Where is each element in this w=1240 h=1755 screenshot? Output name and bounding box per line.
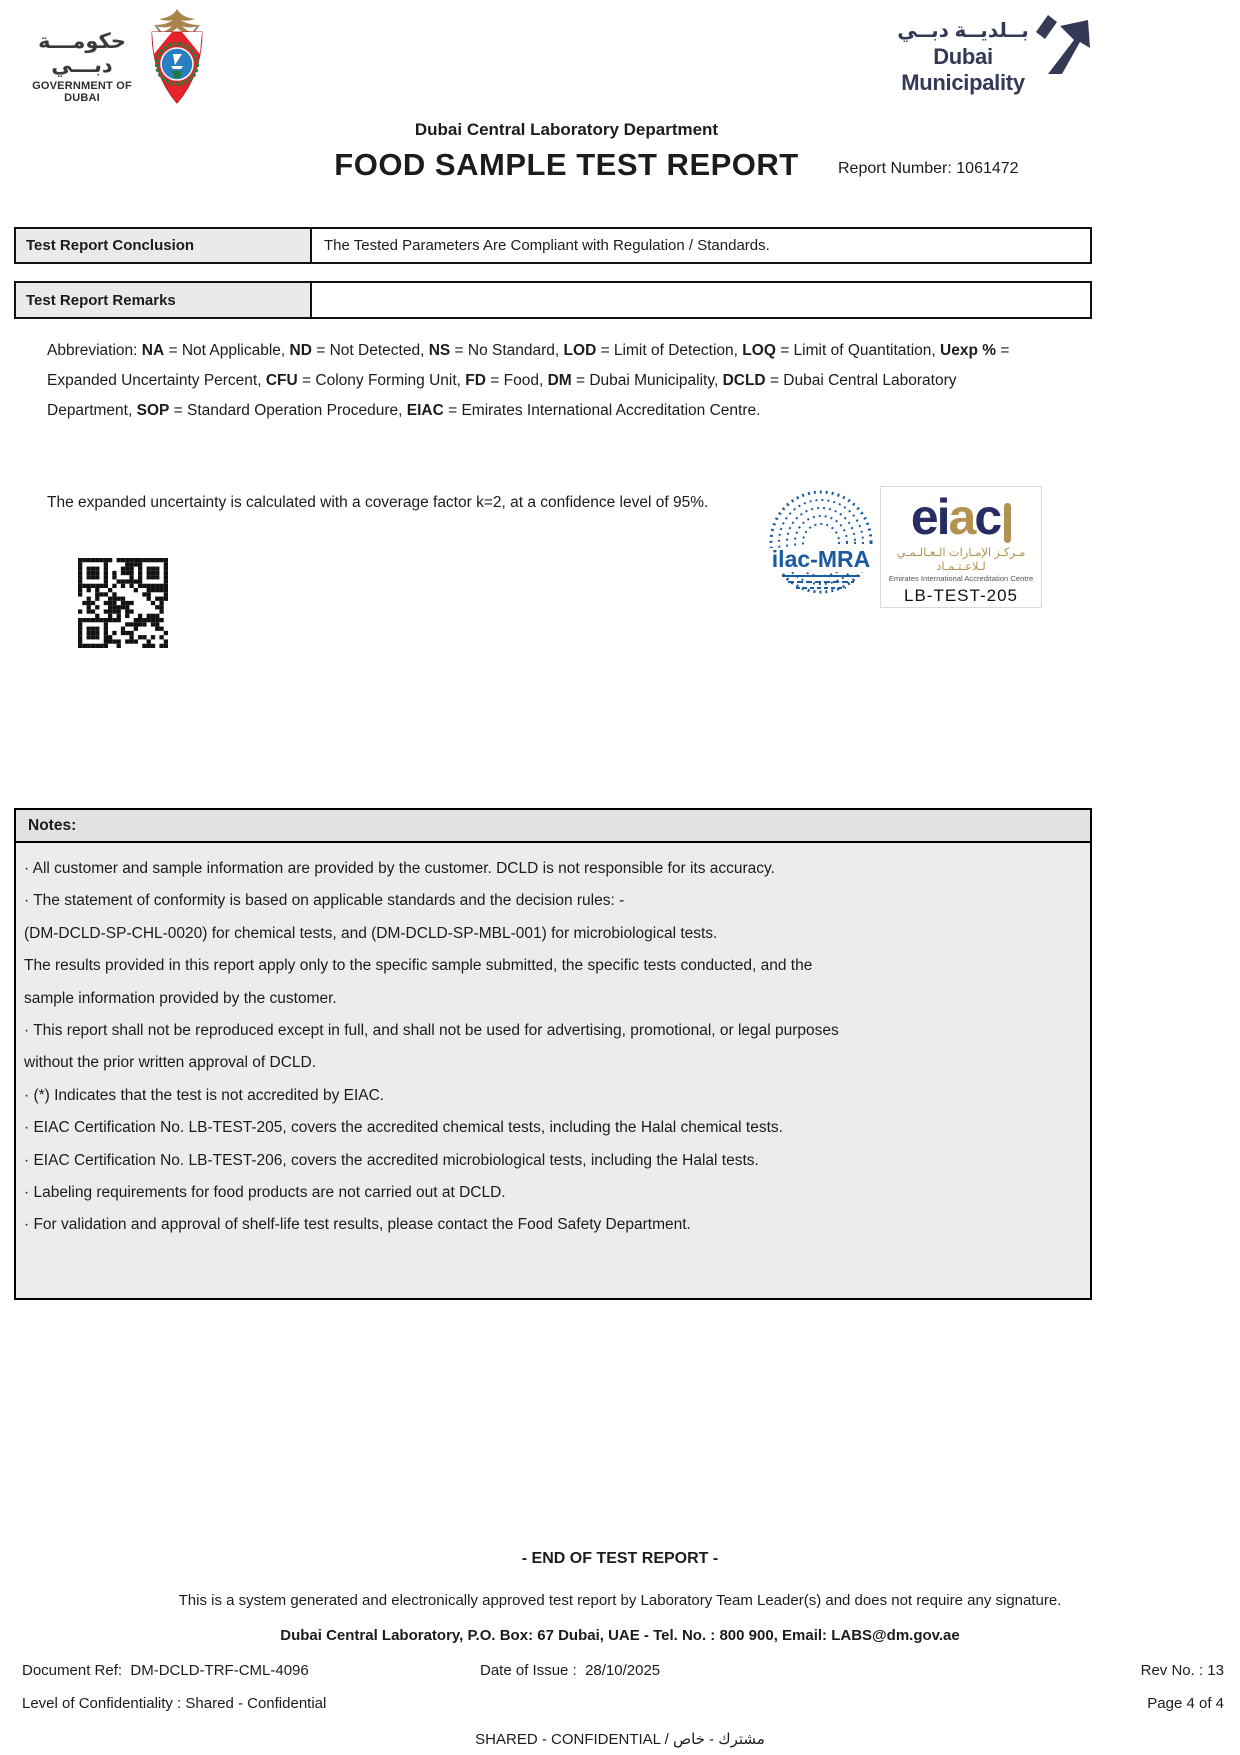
laboratory-contact-line: Dubai Central Laboratory, P.O. Box: 67 Dubai, UAE - Tel. No. : 800 900, Email: LABS@dm.gov.ae (280, 1627, 960, 1644)
eiac-letter: a (948, 489, 975, 545)
end-of-report-line: - END OF TEST REPORT - (521, 1550, 719, 1567)
eiac-english-name: Emirates International Accreditation Centre (888, 574, 1034, 583)
ilac-mra-label: ilac-MRA (771, 546, 871, 572)
classification-line: SHARED - CONFIDENTIAL / مشترك - خاص (475, 1731, 765, 1748)
note-line: · Labeling requirements for food products are not carried out at DCLD. (24, 1184, 506, 1202)
eiac-wordmark (911, 491, 1011, 543)
eiac-certificate-number: LB-TEST-205 (904, 586, 1018, 605)
ilac-mra-mark-icon (768, 482, 874, 608)
date-of-issue-label: Date of Issue : (480, 1662, 577, 1679)
document-ref-label: Document Ref: (22, 1662, 123, 1679)
document-ref-value: DM-DCLD-TRF-CML-4096 (130, 1662, 309, 1679)
system-generated-note: This is a system generated and electronically approved test report by Laboratory Team Leader(s) and does not require any signature. (178, 1592, 1062, 1609)
municipality-logo-english: Dubai Municipality (901, 44, 1025, 95)
note-line: · EIAC Certification No. LB-TEST-205, covers the accredited chemical tests, including the Halal chemical tests. (24, 1119, 783, 1137)
note-line: The results provided in this report apply only to the specific sample submitted, the specific tests conducted, and the (24, 957, 813, 975)
note-line: without the prior written approval of DCLD. (24, 1054, 317, 1072)
note-line: sample information provided by the customer. (24, 989, 337, 1007)
department-title: Dubai Central Laboratory Department (414, 120, 719, 139)
confidentiality-level: Level of Confidentiality : Shared - Confidential (22, 1695, 327, 1712)
eiac-letter: i (936, 489, 949, 545)
note-line: · (*) Indicates that the test is not accredited by EIAC. (24, 1086, 385, 1104)
conclusion-table (14, 227, 1092, 264)
note-line: · This report shall not be reproduced except in full, and shall not be used for advertising, promotional, or legal purposes (24, 1022, 839, 1040)
eiac-arabic-name: مـركـز الإمـارات الـعـالـمـي لـلاعـتـمـاد (896, 547, 1026, 573)
notes-header: Notes: (16, 810, 1090, 843)
page-title: FOOD SAMPLE TEST REPORT (334, 147, 799, 182)
remarks-table (14, 281, 1092, 319)
municipality-arrow-icon (1034, 12, 1092, 79)
page-number: Page 4 of 4 (1147, 1695, 1224, 1712)
document-ref (22, 1662, 309, 1679)
note-line: · All customer and sample information are provided by the customer. DCLD is not responsible for its accuracy. (24, 860, 775, 877)
government-logo-english: GOVERNMENT OF DUBAI (32, 80, 132, 104)
remarks-value (312, 283, 1090, 317)
government-logo-arabic: حكومـــة دبـــي (38, 30, 126, 77)
abbreviations-paragraph: Abbreviation: NA = Not Applicable, ND = Not Detected, NS = No Standard, LOD = Limit of Detection, LOQ = Limit of Quantitation, Uexp % = Expanded Uncertainty Percent, CFU = Colony Forming Unit, FD = Food, DM = Dubai Municipality, DCLD = Dubai Central Laboratory Department, SOP = Standard Operation Procedure, EIAC = Emirates International Accreditation Centre. (47, 342, 1010, 419)
note-line: · EIAC Certification No. LB-TEST-206, covers the accredited microbiological tests, including the Halal tests. (24, 1151, 759, 1169)
conclusion-label: Test Report Conclusion (16, 229, 312, 262)
eiac-letter: c (974, 489, 1001, 545)
conclusion-value: The Tested Parameters Are Compliant with Regulation / Standards. (324, 237, 770, 254)
note-line: · For validation and approval of shelf-life test results, please contact the Food Safety Department. (24, 1216, 691, 1234)
date-of-issue (480, 1662, 660, 1679)
dubai-municipality-logo (893, 18, 1033, 96)
note-line: · The statement of conformity is based on applicable standards and the decision rules: - (24, 892, 625, 910)
note-line: (DM-DCLD-SP-CHL-0020) for chemical tests, and (DM-DCLD-SP-MBL-001) for microbiological tests. (24, 924, 718, 942)
date-of-issue-value: 28/10/2025 (585, 1662, 661, 1679)
municipality-logo-arabic: بــلديــة دبــي (897, 20, 1029, 42)
remarks-label: Test Report Remarks (16, 283, 312, 317)
eiac-letter: e (910, 489, 937, 545)
government-of-dubai-logo (22, 30, 142, 104)
dubai-government-crest-icon (142, 8, 212, 111)
report-number: Report Number: 1061472 (838, 160, 1019, 177)
eiac-bar-glyph (1004, 503, 1011, 543)
notes-body (16, 843, 1090, 1242)
rev-no: Rev No. : 13 (1140, 1662, 1224, 1679)
eiac-logo-block (880, 486, 1042, 608)
notes-box (14, 808, 1092, 1300)
uncertainty-note: The expanded uncertainty is calculated with a coverage factor k=2, at a confidence level of 95%. (47, 494, 709, 511)
qr-code (78, 558, 168, 648)
